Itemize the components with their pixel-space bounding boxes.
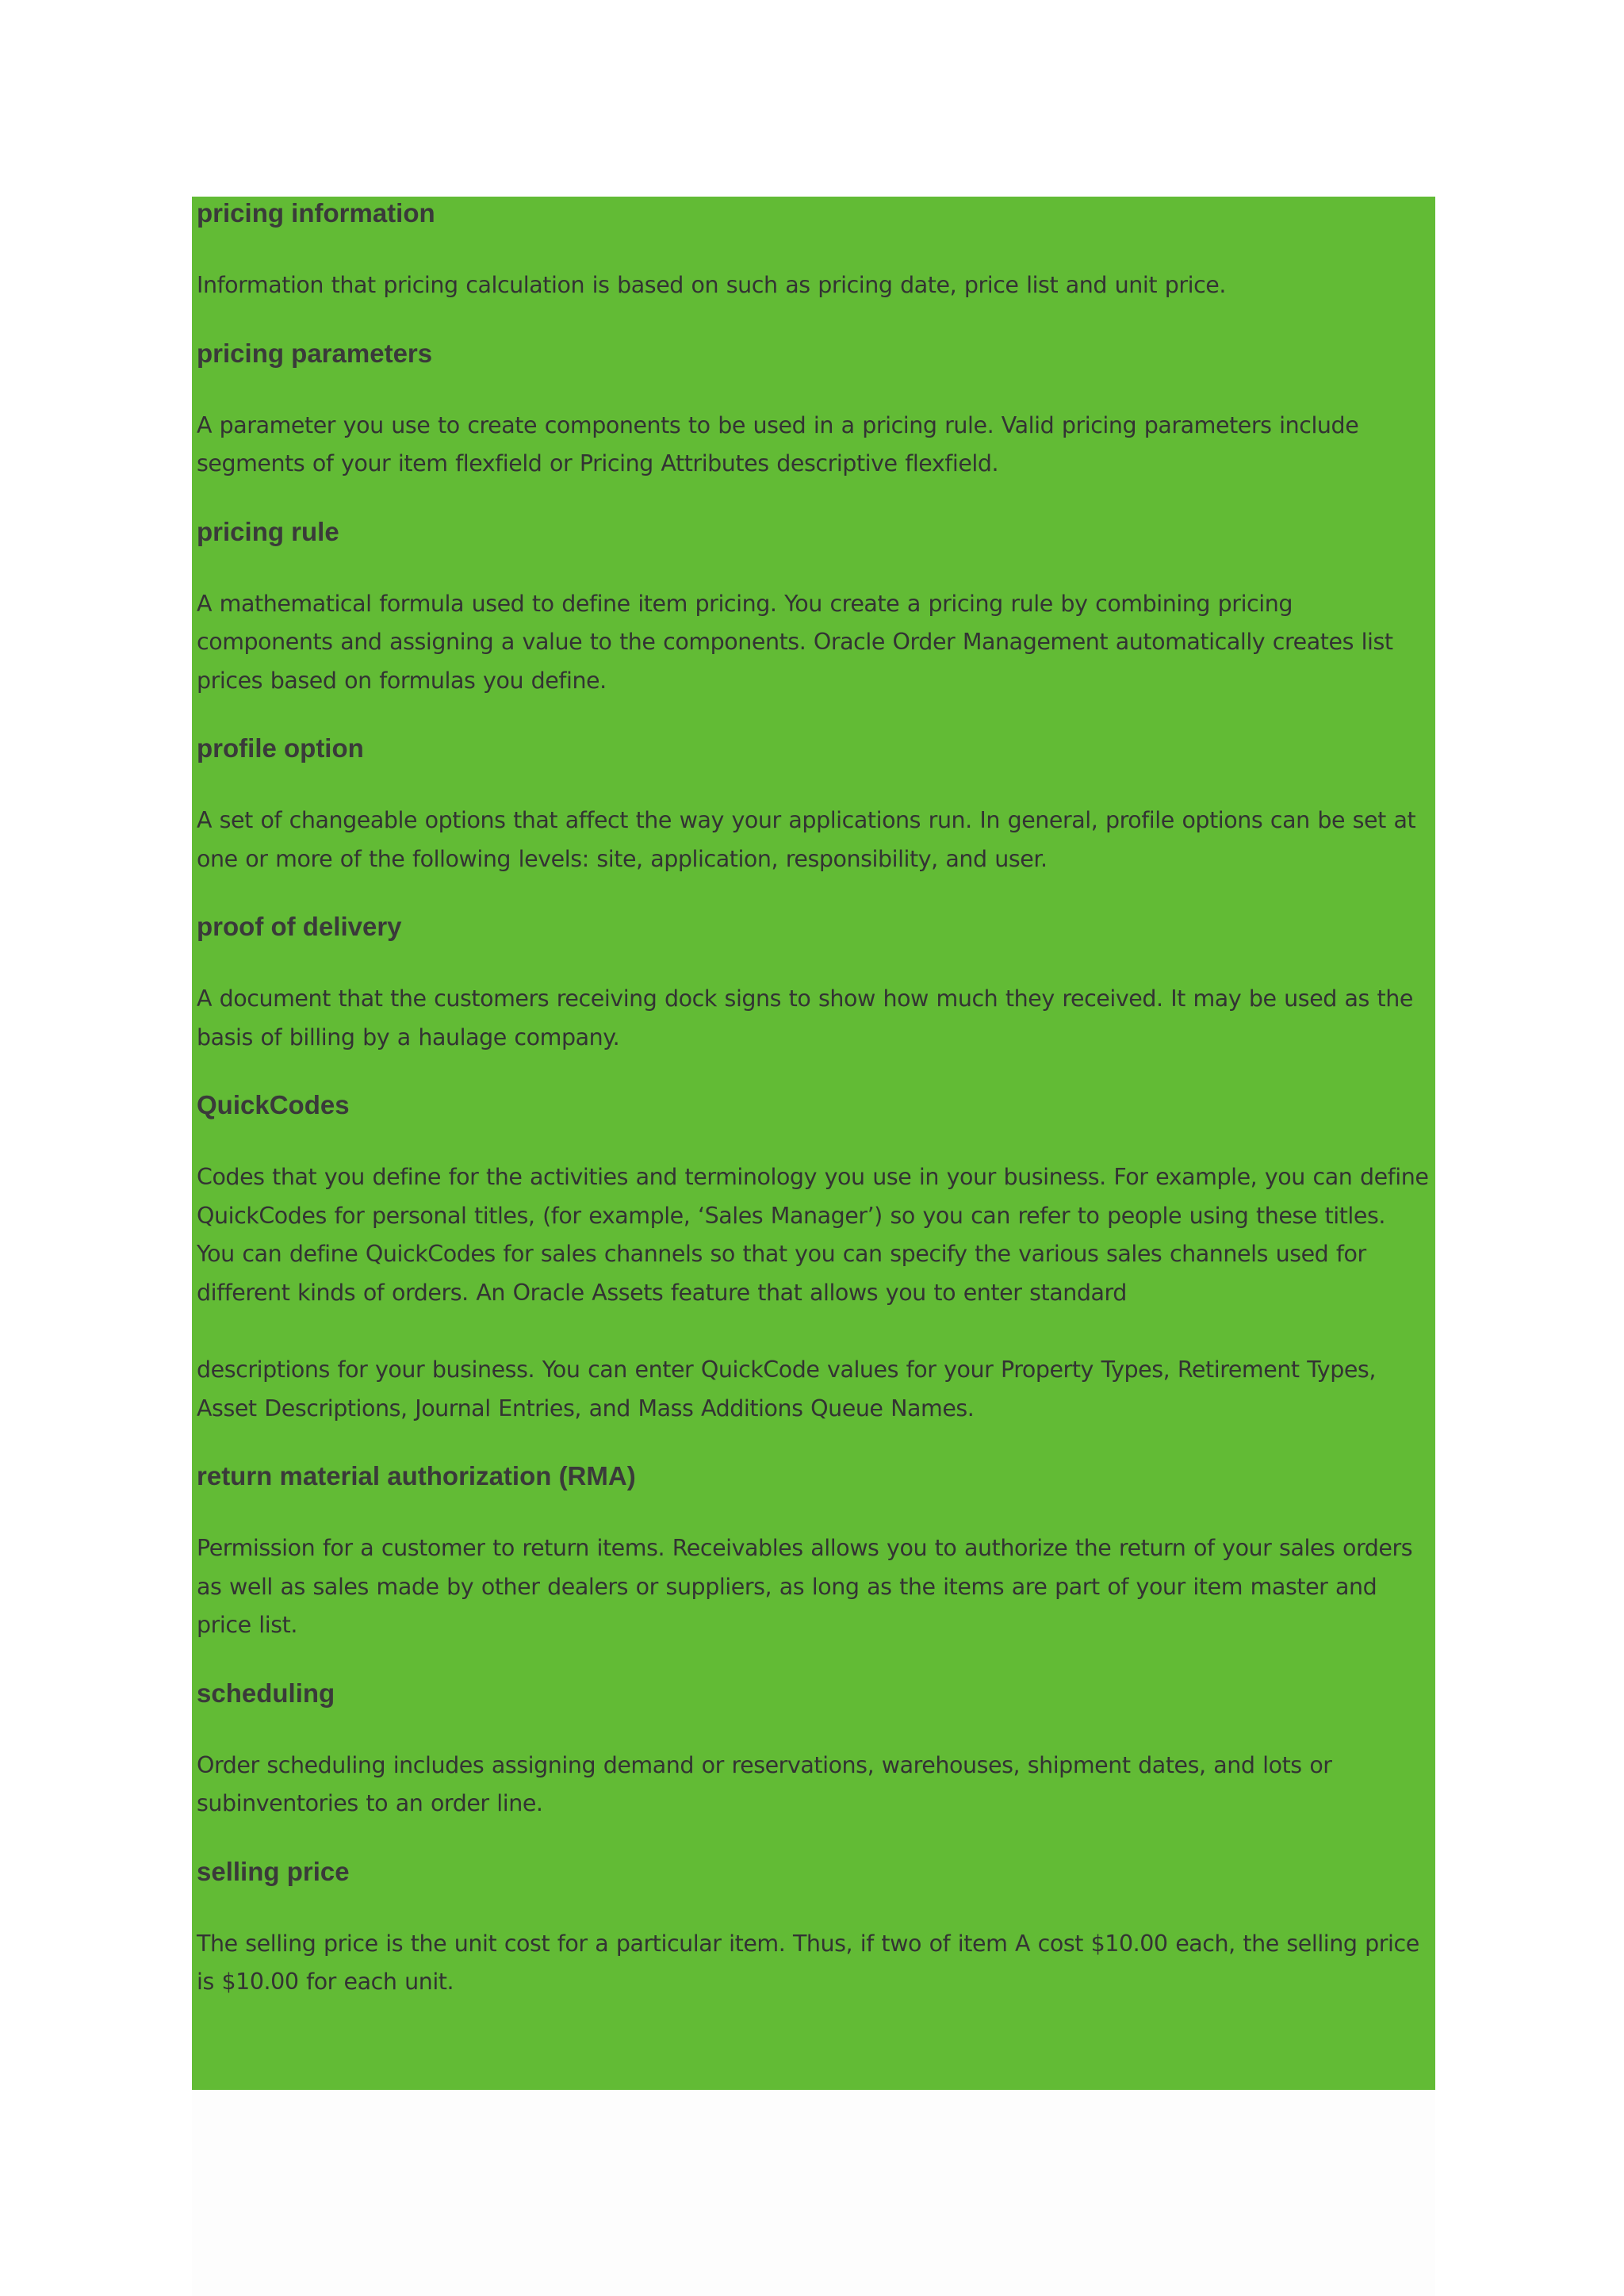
glossary-entry-scheduling [197,1678,1431,1823]
glossary-entry-proof-of-delivery [197,911,1431,1057]
glossary-term: pricing information [197,198,435,228]
glossary-definition: A parameter you use to create components to be used in a pricing rule. Valid pricing parameters include segments of your item flexfield or Pricing Attributes descriptive flexfield. [197,411,1359,476]
glossary-entry-rma [197,1460,1431,1645]
glossary-definition: Order scheduling includes assigning demand or reservations, warehouses, shipment dates, and lots or subinventories to an order line. [197,1751,1332,1816]
glossary-term: return material authorization (RMA) [197,1461,636,1490]
glossary-content [197,197,1431,2002]
glossary-term: scheduling [197,1678,335,1708]
glossary-entry-quickcodes [197,1089,1431,1428]
glossary-entry-profile-option [197,733,1431,878]
glossary-term: proof of delivery [197,912,402,941]
glossary-term: profile option [197,733,364,763]
glossary-term: pricing rule [197,516,339,546]
glossary-entry-selling-price [197,1856,1431,2002]
glossary-definition: The selling price is the unit cost for a particular item. Thus, if two of item A cost $10.00 each, the selling price is $10.00 for each unit. [197,1930,1419,1995]
glossary-definition-continued: descriptions for your business. You can enter QuickCode values for your Property Types, Retirement Types, Asset Descriptions, Journal Entries, and Mass Additions Queue Names. [197,1357,1376,1422]
glossary-definition: A set of changeable options that affect the way your applications run. In general, profile options can be set at one or more of the following levels: site, application, responsibility, and user. [197,807,1416,872]
glossary-term: selling price [197,1856,350,1886]
glossary-term: pricing parameters [197,338,433,368]
glossary-term: QuickCodes [197,1090,350,1119]
glossary-entry-pricing-rule [197,516,1431,701]
glossary-entry-pricing-information [197,197,1431,305]
glossary-definition: Information that pricing calculation is based on such as pricing date, price list and unit price. [197,272,1226,298]
glossary-definition: A mathematical formula used to define item pricing. You create a pricing rule by combining pricing components and assigning a value to the components. Oracle Order Management automatically creates list prices based on formulas you define. [197,590,1393,694]
glossary-definition: Codes that you define for the activities and terminology you use in your business. For example, you can define QuickCodes for personal titles, (for example, ‘Sales Manager’) so you can refer to people using these titles. You can define QuickCodes for sales channels so that you can specify the various sales channels used for different kinds of orders. An Oracle Assets feature that allows you to enter standard [197,1164,1429,1306]
glossary-definition: Permission for a customer to return items. Receivables allows you to authorize the return of your sales orders as well as sales made by other dealers or suppliers, as long as the items are part of your item master and price list. [197,1535,1413,1638]
glossary-definition: A document that the customers receiving dock signs to show how much they received. It may be used as the basis of billing by a haulage company. [197,985,1413,1050]
glossary-entry-pricing-parameters [197,338,1431,484]
page-bottom-area [192,2090,1435,2296]
